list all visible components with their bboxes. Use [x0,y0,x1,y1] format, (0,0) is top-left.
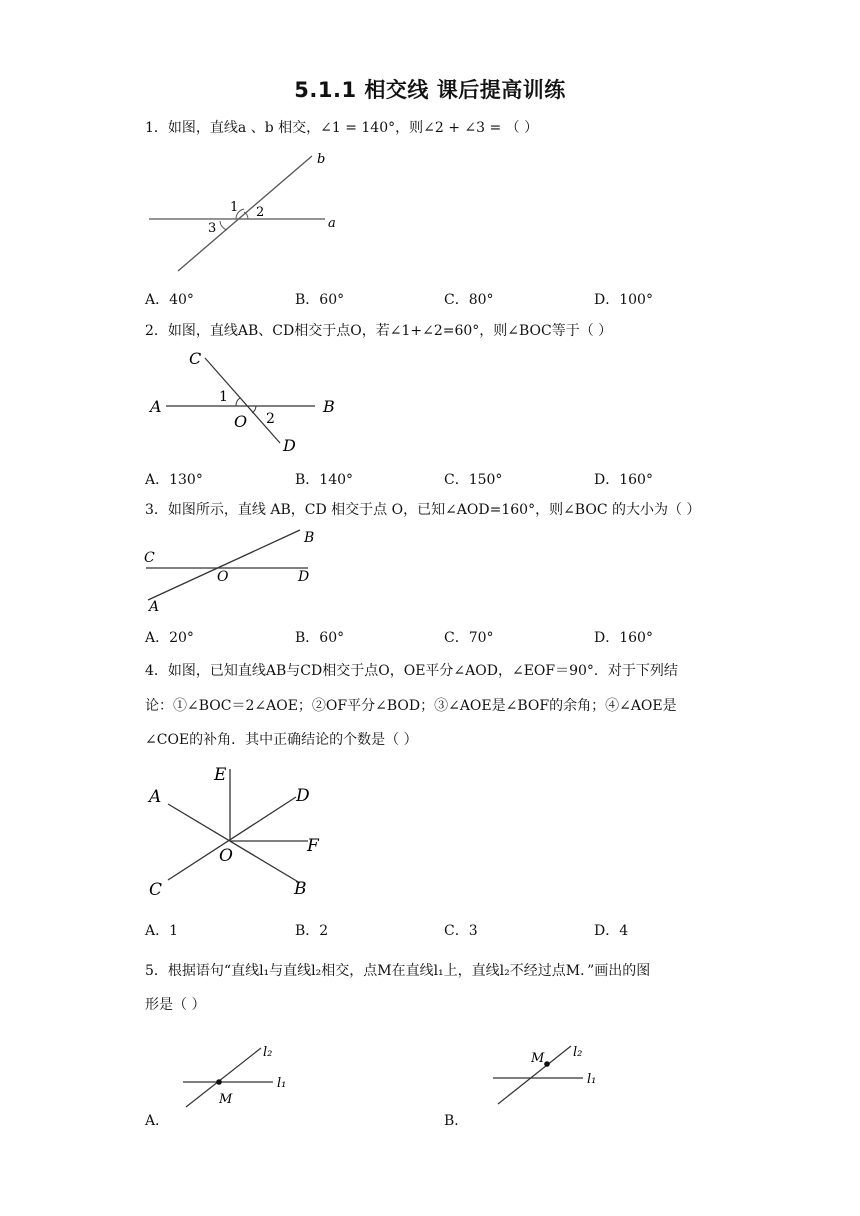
label-l2: l₂ [573,1045,583,1060]
question-4-line-2: 论：①∠BOC＝2∠AOE；②OF平分∠BOD；③∠AOE是∠BOF的余角；④∠AOE是 [145,698,677,714]
q4-option-b[interactable]: B．2 [295,923,329,939]
q4-option-d[interactable]: D．4 [594,923,629,939]
question-4-figure [140,757,360,902]
question-1-text: 1．如图，直线a 、b 相交，∠1 = 140°，则∠2 + ∠3 = （ ） [145,120,539,136]
label-A: A [150,397,162,416]
label-C: C [144,550,155,566]
label-O: O [219,846,233,866]
question-3-figure [140,527,340,617]
q1-option-c[interactable]: C．80° [444,292,494,308]
q2-option-c[interactable]: C．150° [444,472,503,488]
q4-option-a[interactable]: A．1 [145,923,179,939]
page-title: 5.1.1 相交线 课后提高训练 [294,78,566,102]
label-a: a [328,216,336,231]
label-F: F [307,836,319,856]
question-2-figure [140,345,360,457]
question-4-line-3: ∠COE的补角．其中正确结论的个数是（ ） [145,732,418,748]
question-3-text: 3．如图所示，直线 AB，CD 相交于点 O，已知∠AOD=160°，则∠BOC 的大小为（ ） [145,502,701,518]
label-B: B [304,530,315,546]
q3-option-d[interactable]: D．160° [594,630,653,646]
q3-option-a[interactable]: A．20° [145,630,194,646]
q2-option-a[interactable]: A．130° [145,472,203,488]
q5-option-b[interactable]: B． [444,1113,469,1129]
angle-3-label: 3 [208,221,217,236]
q1-option-d[interactable]: D．100° [594,292,653,308]
angle-2-label: 2 [266,411,275,427]
label-C: C [149,880,163,900]
q1-option-b[interactable]: B．60° [295,292,345,308]
q1-option-a[interactable]: A．40° [145,292,194,308]
question-4-line-1: 4．如图，已知直线AB与CD相交于点O，OE平分∠AOD，∠EOF＝90°．对于下列结 [145,663,678,679]
angle-1-label: 1 [219,389,228,405]
label-D: D [298,569,310,585]
q5-figure-b [485,1040,625,1112]
label-A: A [149,599,160,615]
q2-option-d[interactable]: D．160° [594,472,653,488]
question-2-text: 2．如图，直线AB、CD相交于点O，若∠1+∠2=60°，则∠BOC等于（ ） [145,323,613,339]
label-O: O [234,412,248,431]
angle-2-label: 2 [256,205,265,220]
label-O: O [217,569,229,585]
angle-1-label: 1 [230,200,239,215]
label-D: D [296,786,310,806]
q2-option-b[interactable]: B．140° [295,472,354,488]
q3-option-b[interactable]: B．60° [295,630,345,646]
label-C: C [189,349,202,368]
label-D: D [283,436,296,455]
label-B: B [294,879,307,899]
q3-option-c[interactable]: C．70° [444,630,494,646]
question-5-line-1: 5．根据语句“直线l₁与直线l₂相交，点M在直线l₁上，直线l₂不经过点M．”画出的图 [145,963,651,979]
label-A: A [149,787,162,807]
q5-figure-a [175,1040,315,1112]
label-l1: l₁ [277,1076,287,1091]
label-M: M [531,1051,545,1066]
question-1-figure [140,148,360,274]
label-l2: l₂ [263,1045,273,1060]
label-B: B [323,397,335,416]
label-l1: l₁ [587,1072,597,1087]
label-E: E [214,765,227,785]
q4-option-c[interactable]: C．3 [444,923,478,939]
label-b: b [317,152,326,167]
question-5-line-2: 形是（ ） [145,997,206,1013]
label-M: M [219,1092,233,1107]
q5-option-a[interactable]: A． [145,1113,170,1129]
